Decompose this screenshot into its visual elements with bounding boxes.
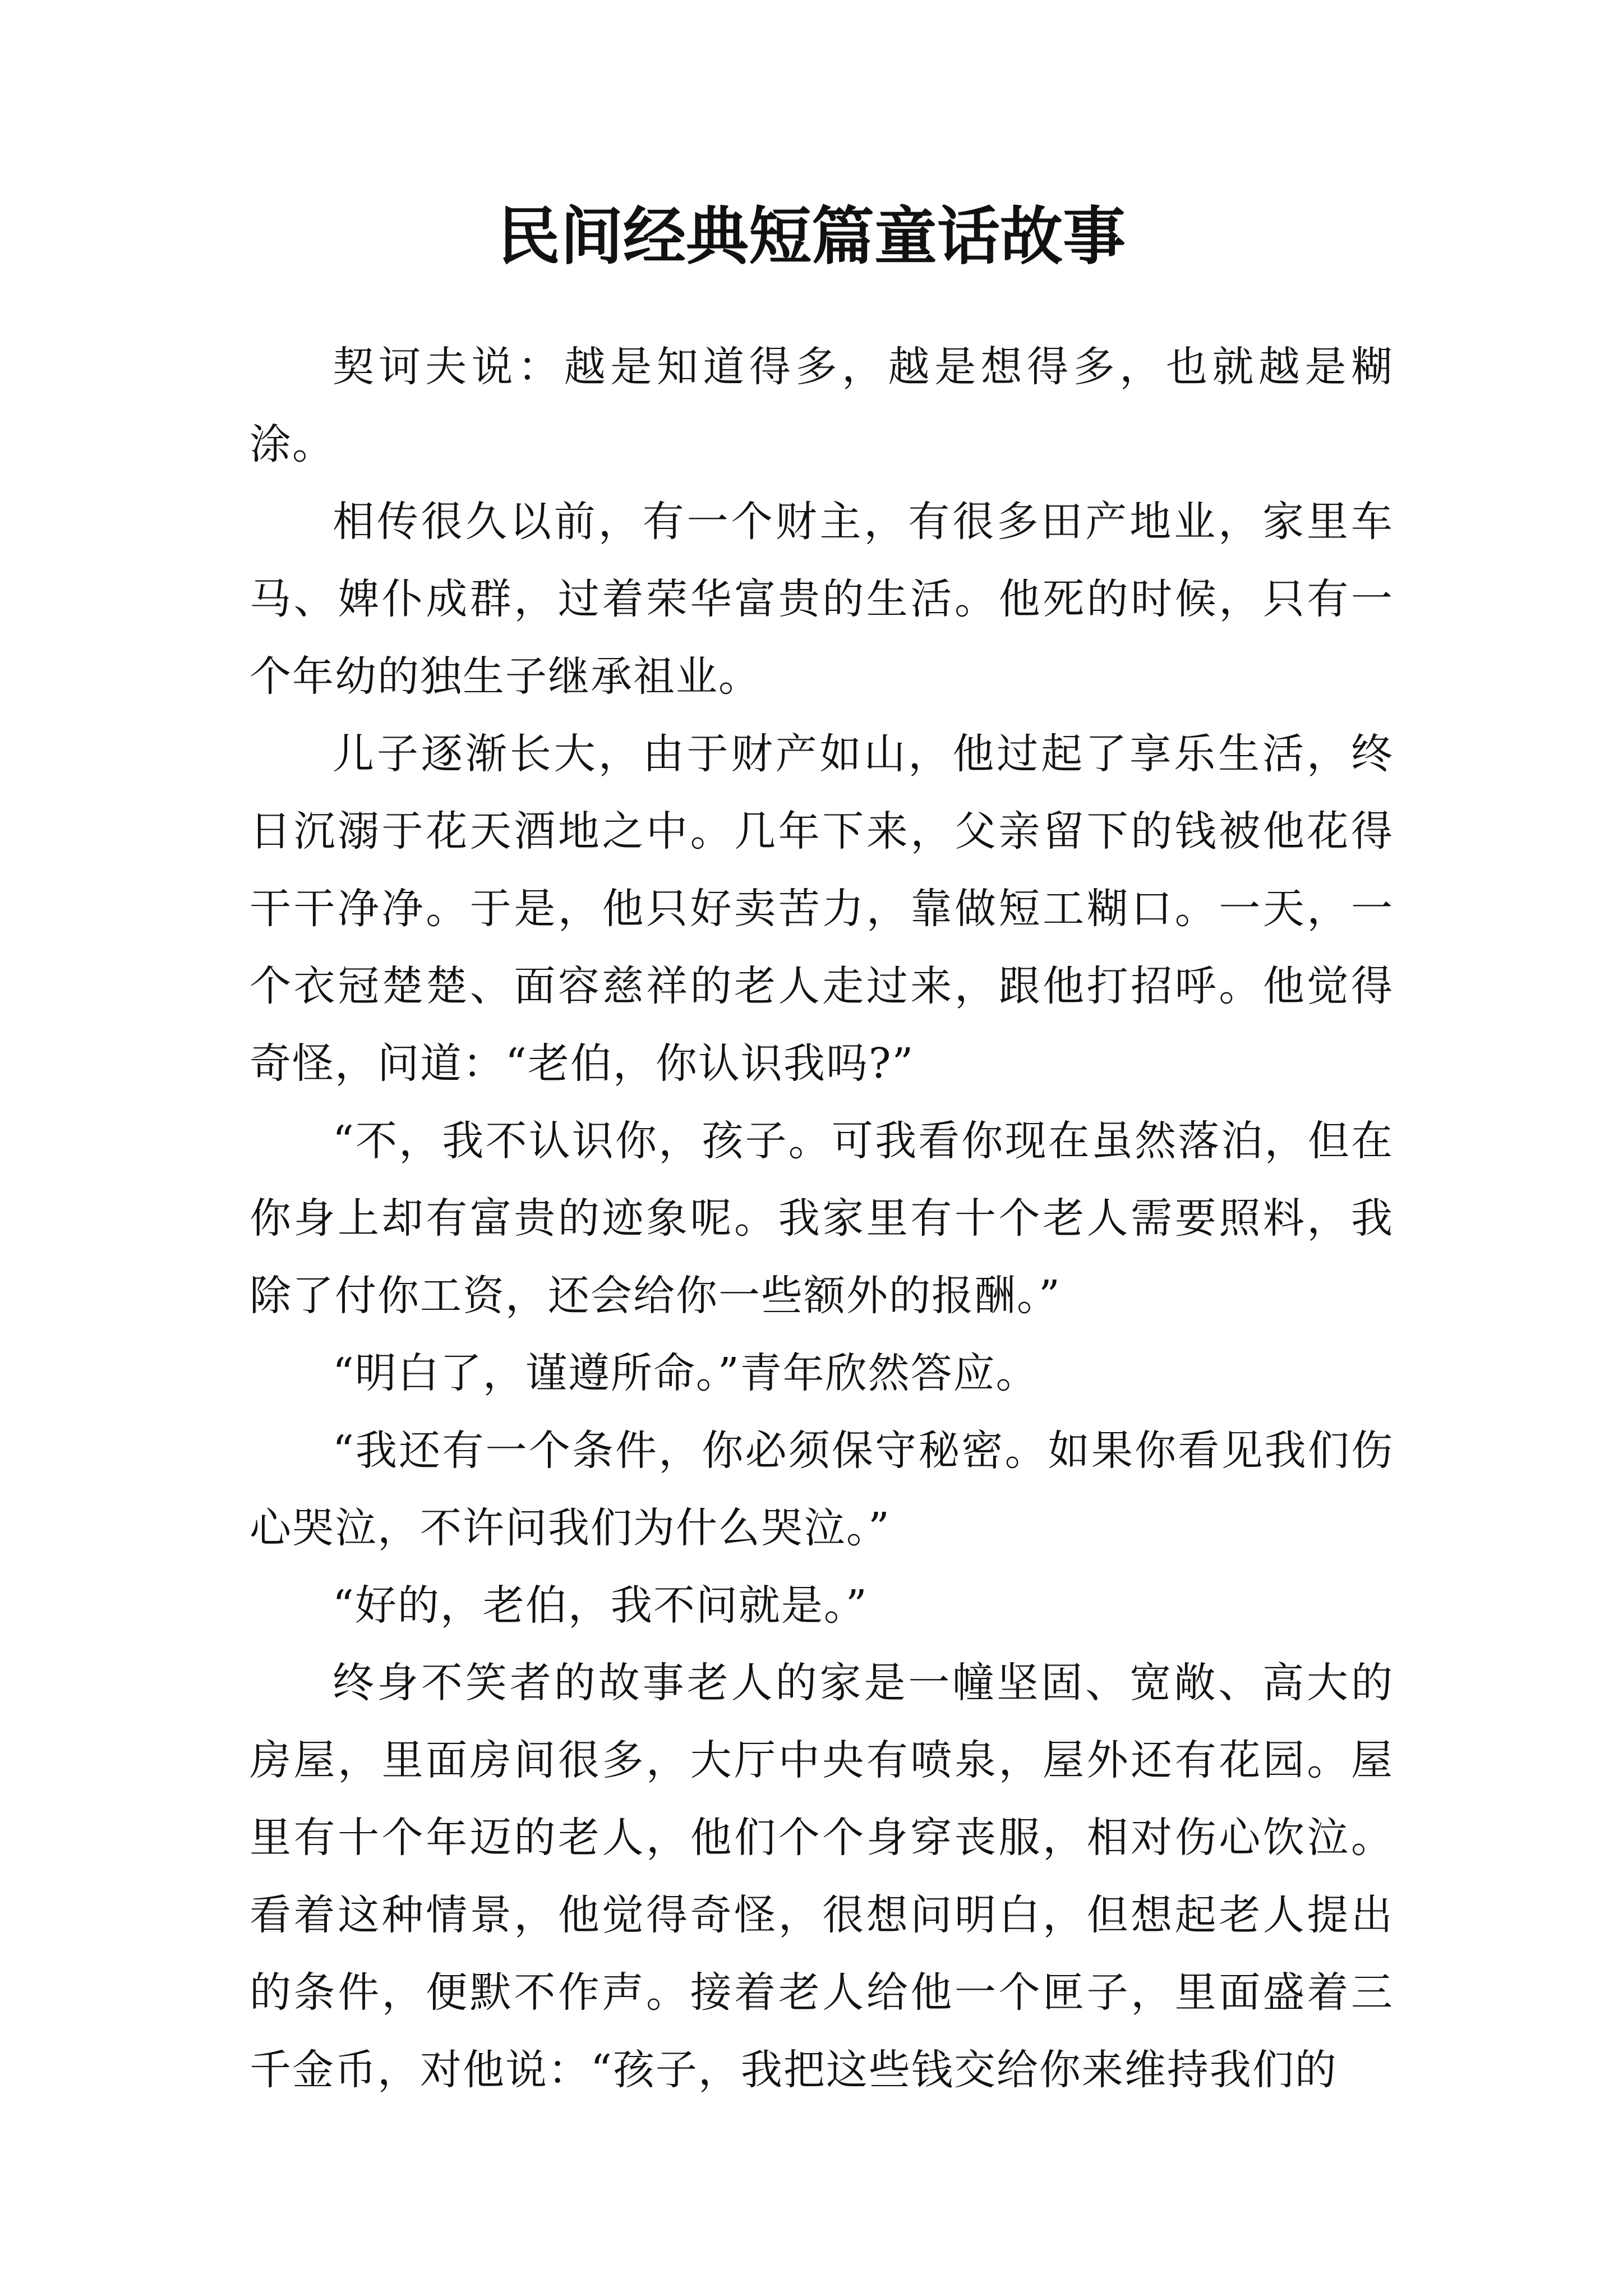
paragraph-3: 儿子逐渐长大，由于财产如山，他过起了享乐生活，终日沉溺于花天酒地之中。几年下来，父亲留下的钱被他花得干干净净。于是，他只好卖苦力，靠做短工糊口。一天，一个衣冠楚楚、面容慈祥的老人走过来，跟他打招呼。他觉得奇怪，问道：“老伯，你认识我吗?” — [250, 730, 1394, 1088]
paragraph-4: “不，我不认识你，孩子。可我看你现在虽然落泊，但在你身上却有富贵的迹象呢。我家里有十个老人需要照料，我除了付你工资，还会给你一些额外的报酬。” — [250, 1117, 1394, 1320]
document-title: 民间经典短篇童话故事 — [497, 200, 1126, 273]
paragraph-2: 相传很久以前，有一个财主，有很多田产地业，家里车马、婢仆成群，过着荣华富贵的生活。他死的时候，只有一个年幼的独生子继承祖业。 — [250, 498, 1394, 701]
paragraph-6: “我还有一个条件，你必须保守秘密。如果你看见我们伤心哭泣，不许问我们为什么哭泣。” — [250, 1427, 1394, 1552]
document-body — [250, 328, 1394, 2109]
paragraph-1: 契诃夫说：越是知道得多，越是想得多，也就越是糊涂。 — [250, 343, 1394, 468]
paragraph-5: “明白了，谨遵所命。”青年欣然答应。 — [333, 1349, 1039, 1397]
paragraph-8: 终身不笑者的故事老人的家是一幢坚固、宽敞、高大的房屋，里面房间很多，大厅中央有喷泉，屋外还有花园。屋里有十个年迈的老人，他们个个身穿丧服，相对伤心饮泣。看着这种情景，他觉得奇怪，很想问明白，但想起老人提出的条件，便默不作声。接着老人给他一个匣子，里面盛着三千金币，对他说：“孩子，我把这些钱交给你来维持我们的 — [250, 1659, 1394, 2094]
paragraph-7: “好的，老伯，我不问就是。” — [333, 1581, 868, 1630]
